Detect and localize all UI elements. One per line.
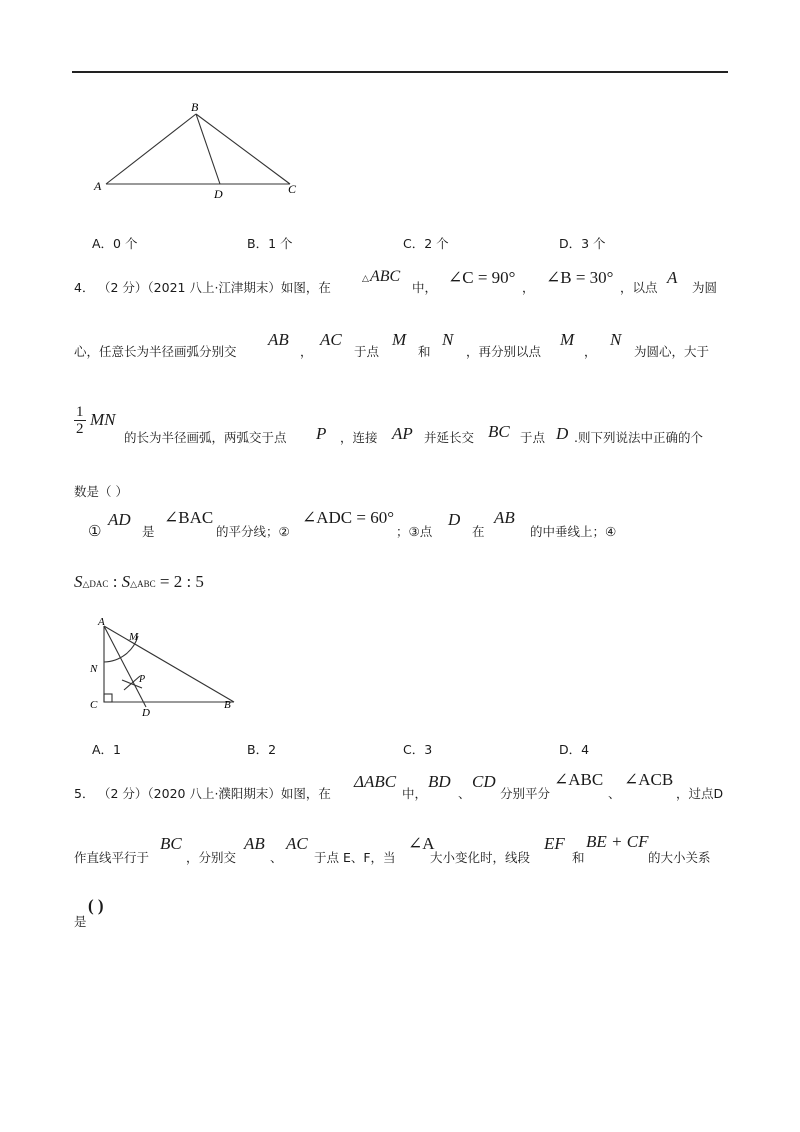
fig2-label-a: A [98,616,105,628]
q5-cd: CD [472,772,496,791]
q4-s3-text: ；③点 [396,524,433,539]
frac-denominator: 2 [76,421,84,437]
q4-line2-a: 心，任意长为半径画弧分别交 [74,344,237,359]
q4-fraction [74,404,86,437]
q5-guodian: ，过点D [676,786,724,801]
q4-comma3: ， [584,344,597,359]
figure-triangle-abc [90,98,320,208]
q3-option-d: D．3 个 [559,236,606,251]
frac-numerator: 1 [76,404,84,420]
q4-tri-symbol: △ [362,274,369,284]
q4-s1-text: 的平分线；② [216,524,290,539]
label-d: D [214,187,223,201]
q4-comma2: ， [300,344,313,359]
q5-number: 5． [74,786,95,801]
q4-he: 和 [418,344,431,359]
q4-line2-b: ，再分别以点 [466,344,542,359]
q4-ab: AB [268,330,289,349]
q5-dun2: 、 [608,786,621,801]
q5-answer-paren: ( ) [88,896,104,915]
q4-shi: 是 [142,524,155,539]
fig2-label-n: N [90,663,98,675]
q5-angle-abc: ∠ABC [554,770,604,789]
fig2-label-d: D [142,707,150,719]
ratio-value: = 2 : 5 [155,572,204,591]
fig2-label-b: B [224,699,231,711]
q5-line3-a: 是 [74,914,87,929]
q5-be-cf: BE + CF [586,832,649,851]
q4-ab2: AB [494,508,515,527]
q4-zai: 在 [472,524,485,539]
s-symbol-2: S [121,572,131,591]
q4-line3-c: 并延长交 [424,430,475,445]
q4-line3-e: .则下列说法中正确的个 [574,430,703,445]
q4-angle-b: ∠B = 30° [546,268,614,287]
q4-d2: D [448,510,461,529]
q5-bd: BD [428,772,451,791]
q4-zhong: 中， [412,280,438,295]
label-b: B [191,100,199,114]
q5-angle-acb: ∠ACB [624,770,674,789]
q4-d: D [556,424,569,443]
q4-statement-1-num: ① [88,522,102,540]
q4-ap: AP [392,424,413,443]
q4-yudian: 于点 [354,344,380,359]
q5-ac: AC [286,834,308,853]
q4-option-c: C．3 [403,742,433,757]
q5-ef: EF [544,834,565,853]
q4-m2: M [560,330,575,349]
q4-line4: 数是（ ） [74,484,128,499]
q5-tri: ΔABC [354,772,397,791]
label-c: C [288,182,297,196]
ratio-colon: : [108,572,122,591]
fig2-label-p: P [139,674,146,685]
q5-line2-d: 大小变化时，线段 [430,850,531,865]
q5-ab: AB [244,834,265,853]
q4-area-ratio [74,572,204,592]
q5-line2-e: 的大小关系 [648,850,711,865]
q4-number: 4． [74,280,95,295]
figure-right-triangle [84,614,244,720]
q4-angle-c: ∠C = 90° [448,268,516,287]
q4-option-a: A．1 [92,742,122,757]
q4-p: P [316,424,327,443]
q5-angle-a: ∠A [408,834,435,853]
fig2-label-c: C [90,699,98,711]
q4-comma: ， [522,280,535,295]
q5-line2-a: 作直线平行于 [74,850,150,865]
q5-he: 和 [572,850,585,865]
q4-line3-b: ，连接 [340,430,378,445]
subscript-dac: △DAC [82,579,109,589]
q4-n2: N [610,330,622,349]
subscript-abc: △ABC [130,579,156,589]
q5-meta: （2 分）（2020 八上·濮阳期末）如图，在 [98,786,331,801]
q4-mn: MN [90,410,116,429]
q4-angle-bac: ∠BAC [164,508,214,527]
q4-angle-adc: ∠ADC = 60° [302,508,395,527]
q4-line2-c: 为圆心，大于 [634,344,710,359]
q4-abc: ABC [370,268,401,285]
q3-option-b: B．1 个 [247,236,293,251]
q5-line2-b: ，分别交 [186,850,237,865]
q4-m: M [392,330,407,349]
q4-n: N [442,330,454,349]
fig2-label-m: M [129,631,139,643]
q4-option-b: B．2 [247,742,277,757]
q4-bc: BC [488,422,510,441]
q4-line3-d: 于点 [520,430,546,445]
q4-yidian: ，以点 [620,280,658,295]
q4-line3-a: 的长为半径画弧，两弧交于点 [124,430,287,445]
q5-fenbie: 分别平分 [500,786,551,801]
q3-option-c: C．2 个 [403,236,449,251]
q4-meta: （2 分）（2021 八上·江津期末）如图，在 [98,280,331,295]
q5-line2-c: 于点 E、F，当 [314,850,396,865]
q5-zhong: 中， [402,786,428,801]
q4-ad: AD [108,510,131,529]
q3-option-a: A．0 个 [92,236,138,251]
q4-option-d: D．4 [559,742,590,757]
q5-dun3: 、 [270,850,283,865]
s-symbol-1: S [74,572,83,591]
q5-dun: 、 [458,786,471,801]
q4-weiyuan: 为圆 [692,280,718,295]
q4-s3-end: 的中垂线上；④ [530,524,617,539]
q4-ac: AC [320,330,342,349]
q4-point-a: A [667,268,678,287]
label-a: A [94,179,102,193]
q5-bc: BC [160,834,182,853]
top-rule [72,71,728,73]
